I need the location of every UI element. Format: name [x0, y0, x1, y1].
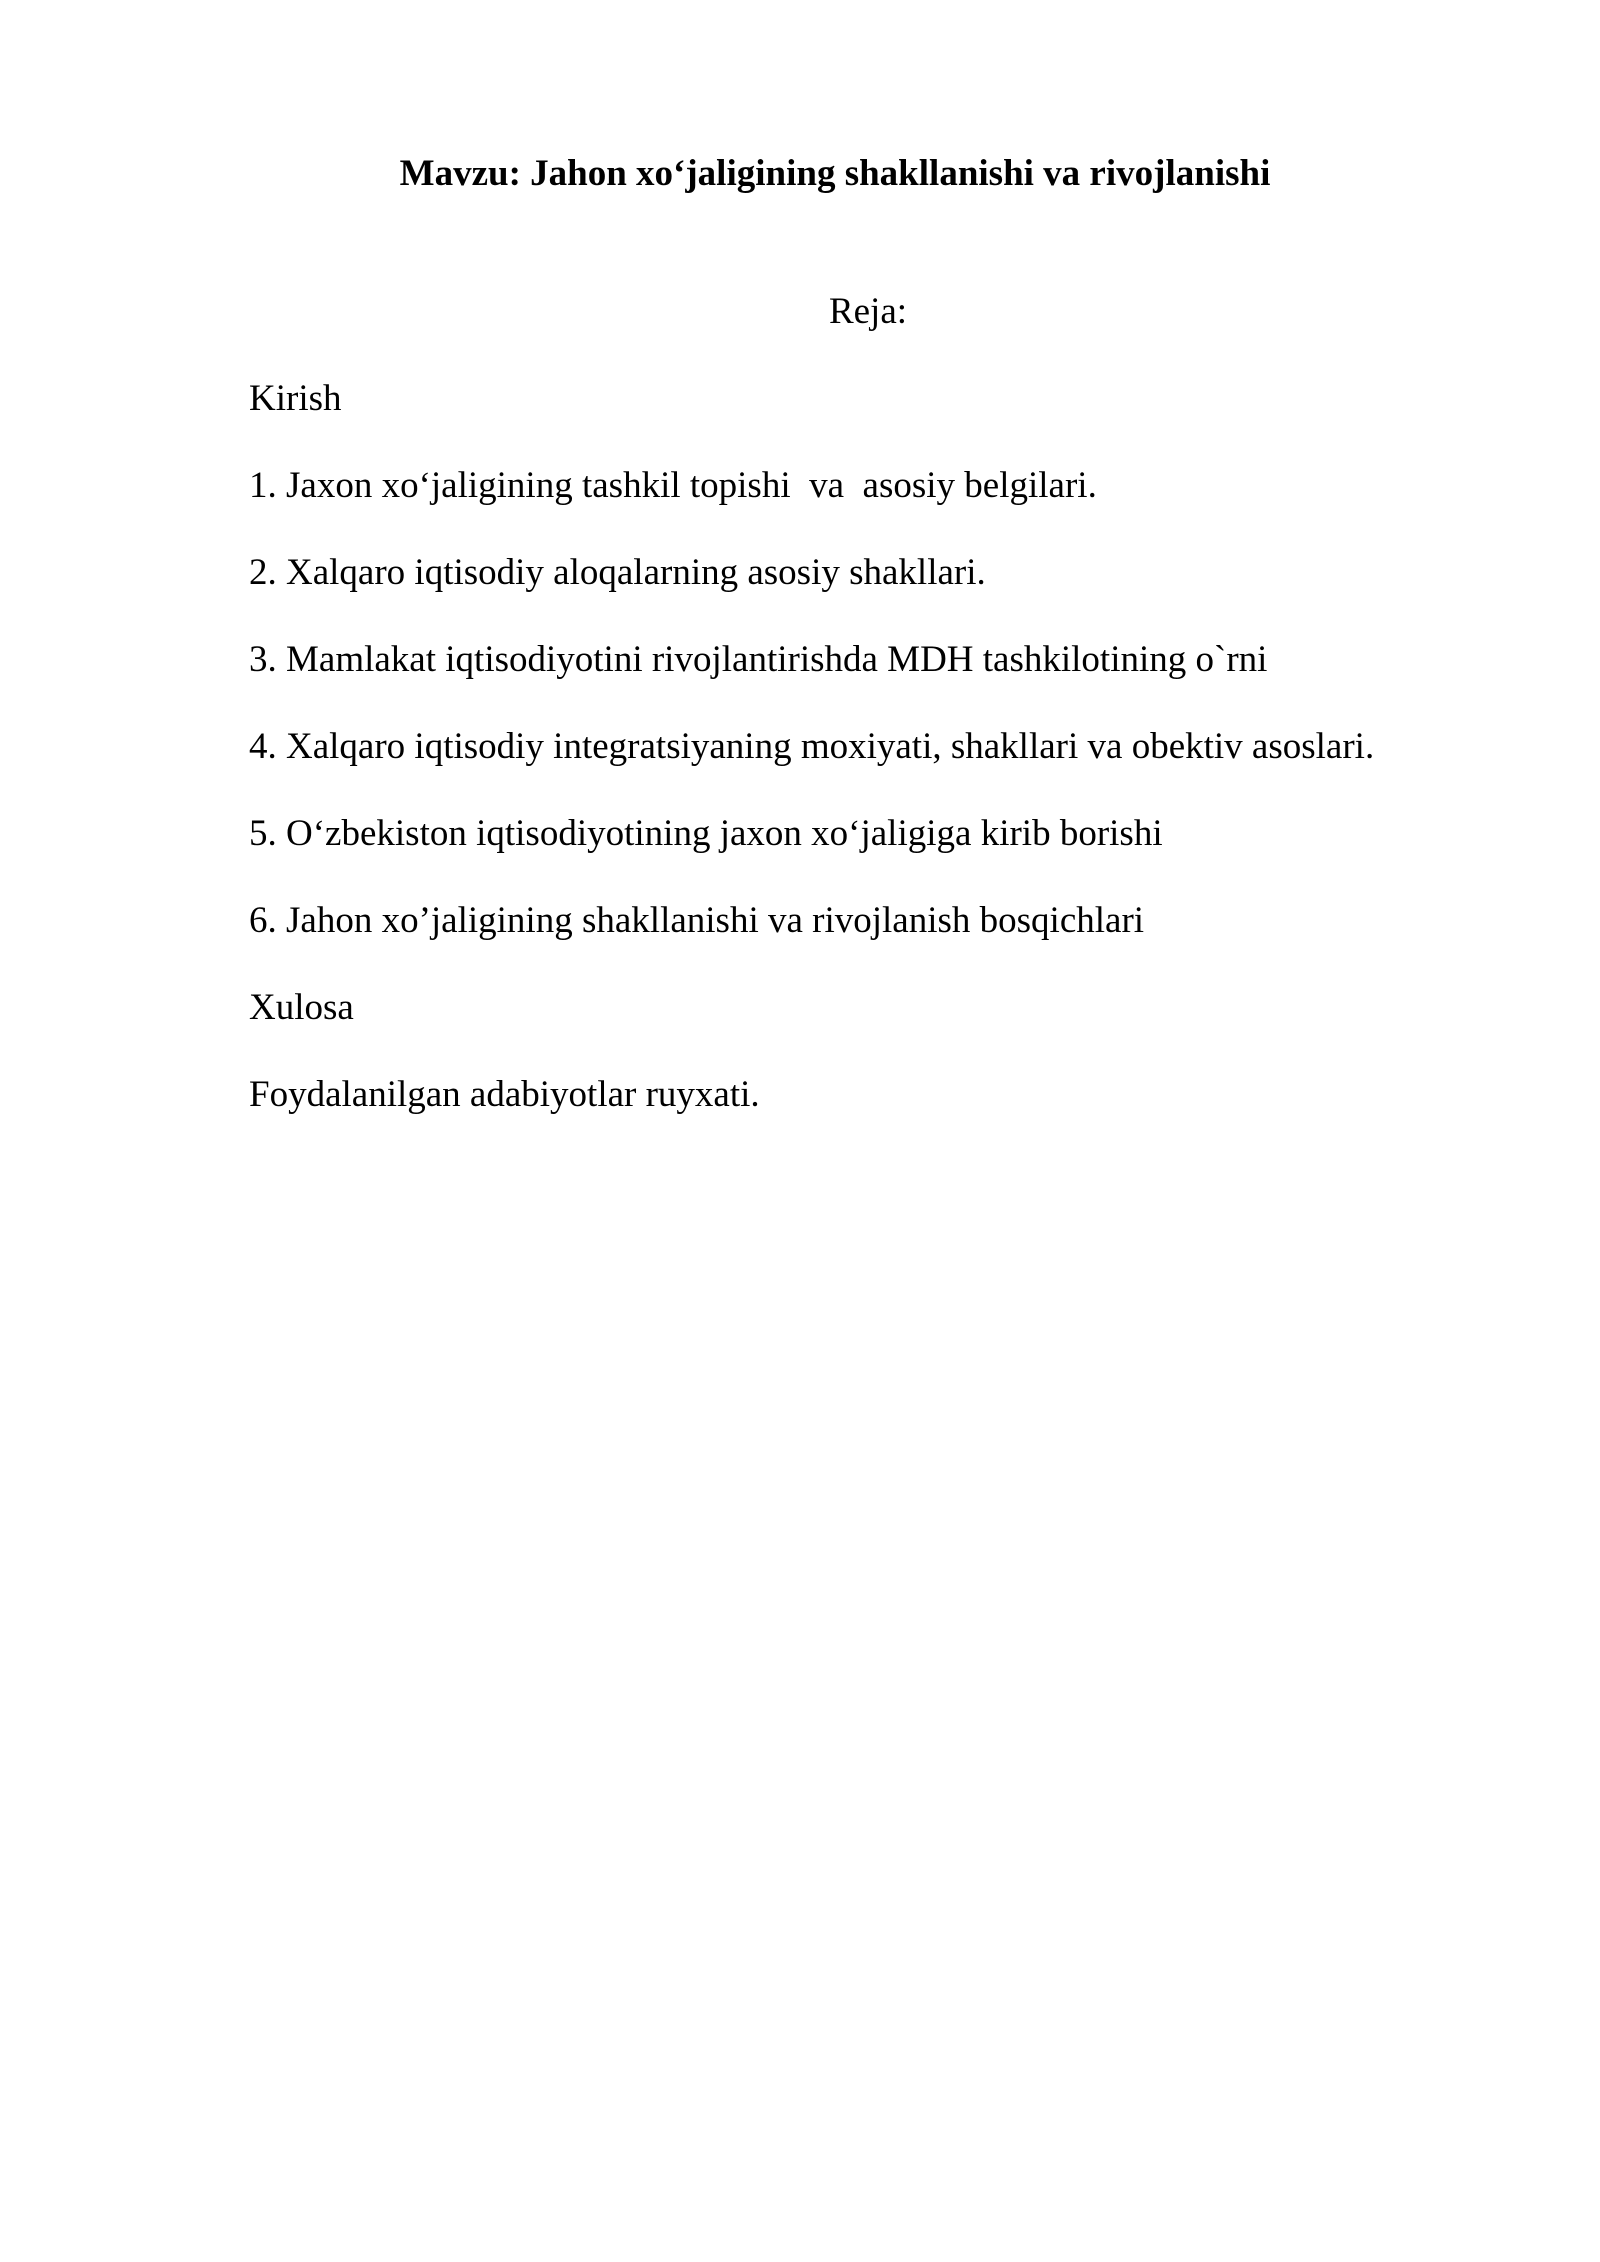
plan-list	[249, 375, 1374, 1158]
plan-item-conclusion: Xulosa	[249, 987, 354, 1028]
plan-heading: Reja:	[828, 291, 908, 332]
plan-item-2: 2. Xalqaro iqtisodiy aloqalarning asosiy shakllari.	[249, 552, 986, 593]
plan-item-introduction: Kirish	[249, 378, 342, 419]
plan-item-5: 5. O‘zbekiston iqtisodiyotining jaxon xo‘jaligiga kirib borishi	[249, 813, 1163, 854]
plan-item-3: 3. Mamlakat iqtisodiyotini rivojlantirishda MDH tashkilotining o`rni	[249, 639, 1268, 680]
plan-item-references: Foydalanilgan adabiyotlar ruyxati.	[249, 1074, 760, 1115]
plan-item-6: 6. Jahon xo’jaligining shakllanishi va rivojlanish bosqichlari	[249, 900, 1145, 941]
plan-item-1: 1. Jaxon xo‘jaligining tashkil topishi va asosiy belgilari.	[249, 465, 1097, 506]
document-title: Mavzu: Jahon xo‘jaligining shakllanishi va rivojlanishi	[399, 153, 1271, 194]
plan-item-4: 4. Xalqaro iqtisodiy integratsiyaning moxiyati, shakllari va obektiv asoslari.	[249, 726, 1375, 767]
